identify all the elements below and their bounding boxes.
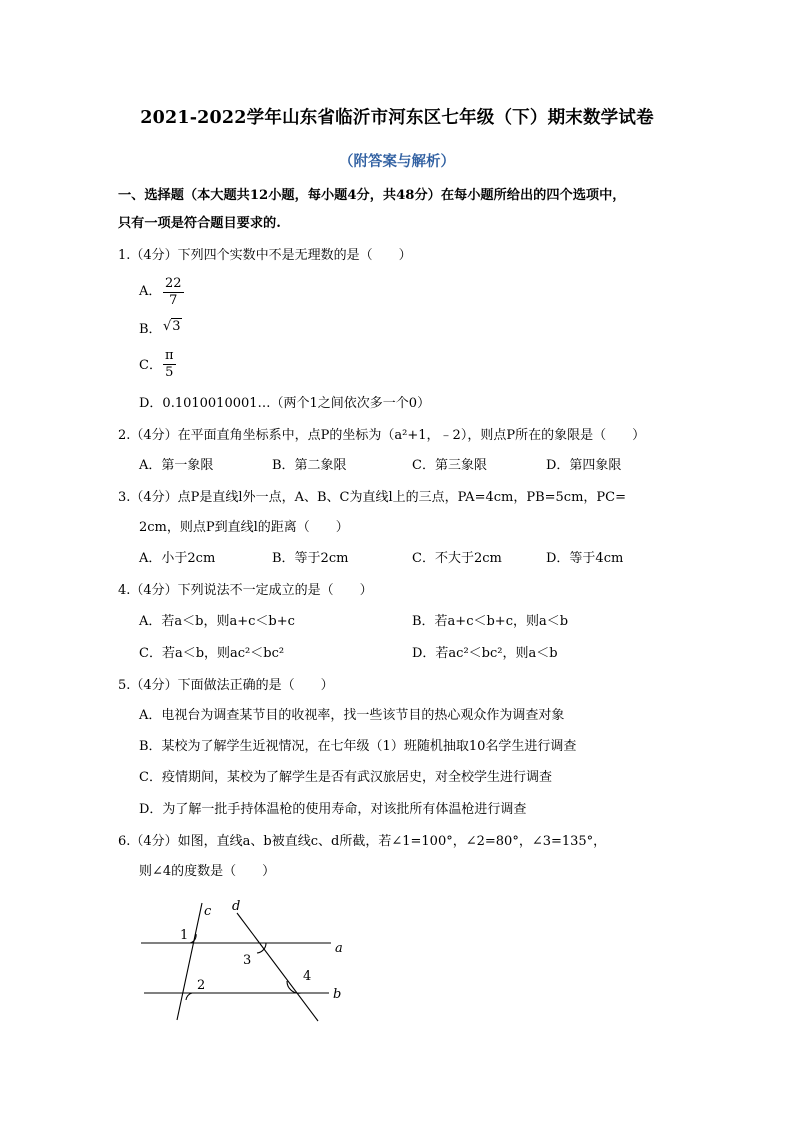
q4-option-a: A．若a＜b，则a+c＜b+c (139, 614, 295, 629)
q5-option-a: A．电视台为调查某节目的收视率，找一些该节目的热心观众作为调查对象 (139, 708, 565, 723)
q4-option-c: C．若a＜b，则ac²＜bc² (139, 646, 285, 661)
angle-3-label: 3 (243, 953, 252, 968)
q1-c-denominator: 5 (165, 365, 174, 380)
page-title: 2021-2022学年山东省临沂市河东区七年级（下）期末数学试卷 (140, 108, 654, 128)
section-heading-line1: 一、选择题（本大题共12小题，每小题4分，共48分）在每小题所给出的四个选项中， (118, 188, 626, 203)
line-c (177, 903, 202, 1020)
label-d: d (232, 899, 241, 914)
angle-3-arc (257, 943, 266, 953)
q6-stem-line2: 则∠4的度数是（ ） (139, 864, 276, 879)
section-heading-line2: 只有一项是符合题目要求的. (118, 216, 281, 231)
q3-option-c: C．不大于2cm (412, 551, 502, 566)
q1-b-radicand: 3 (172, 319, 181, 334)
label-c: c (204, 904, 212, 919)
q1-option-d: D．0.1010010001…（两个1之间依次多一个0） (139, 396, 431, 411)
q6-stem-line1: 6.（4分）如图，直线a、b被直线c、d所截，若∠1=100°，∠2=80°，∠3=135°， (118, 834, 607, 849)
q3-option-b: B．等于2cm (272, 551, 349, 566)
q1-option-c-label: C． (139, 358, 162, 373)
q4-option-d: D．若ac²＜bc²，则a＜b (412, 646, 558, 661)
q2-option-c: C．第三象限 (412, 458, 487, 473)
angle-1-label: 1 (180, 928, 189, 943)
q1-option-a-label: A． (139, 284, 162, 299)
label-b: b (333, 987, 342, 1002)
angle-4-label: 4 (303, 969, 312, 984)
q3-option-a: A．小于2cm (139, 551, 216, 566)
q5-option-d: D．为了解一批手持体温枪的使用寿命，对该批所有体温枪进行调查 (139, 802, 527, 817)
q4-option-b: B．若a+c＜b+c，则a＜b (412, 614, 569, 629)
q5-option-c: C．疫情期间，某校为了解学生是否有武汉旅居史，对全校学生进行调查 (139, 770, 552, 785)
q1-c-numerator: π (165, 348, 174, 363)
q5-option-b: B．某校为了解学生近视情况，在七年级（1）班随机抽取10名学生进行调查 (139, 739, 577, 754)
label-a: a (335, 941, 343, 956)
q1-stem: 1.（4分）下列四个实数中不是无理数的是（ ） (118, 248, 412, 263)
q1-a-numerator: 22 (165, 276, 182, 291)
q3-option-d: D．等于4cm (546, 551, 624, 566)
q3-stem-line1: 3.（4分）点P是直线l外一点，A、B、C为直线l上的三点，PA=4cm，PB=5cm，PC= (118, 490, 626, 505)
q1-a-denominator: 7 (169, 293, 178, 308)
q4-stem: 4.（4分）下列说法不一定成立的是（ ） (118, 583, 373, 598)
page-subtitle: （附答案与解析） (339, 153, 455, 170)
q5-stem: 5.（4分）下面做法正确的是（ ） (118, 678, 334, 693)
q2-option-b: B．第二象限 (272, 458, 347, 473)
q2-option-a: A．第一象限 (139, 458, 214, 473)
q2-stem: 2.（4分）在平面直角坐标系中，点P的坐标为（a²+1，﹣2），则点P所在的象限是（ ） (118, 428, 646, 443)
radical-sign: √ (163, 319, 172, 334)
angle-2-label: 2 (197, 978, 206, 993)
q2-option-d: D．第四象限 (546, 458, 622, 473)
angle-2-arc (186, 993, 192, 1000)
q3-stem-line2: 2cm，则点P到直线l的距离（ ） (139, 520, 349, 535)
q1-option-b-label: B． (139, 322, 162, 337)
